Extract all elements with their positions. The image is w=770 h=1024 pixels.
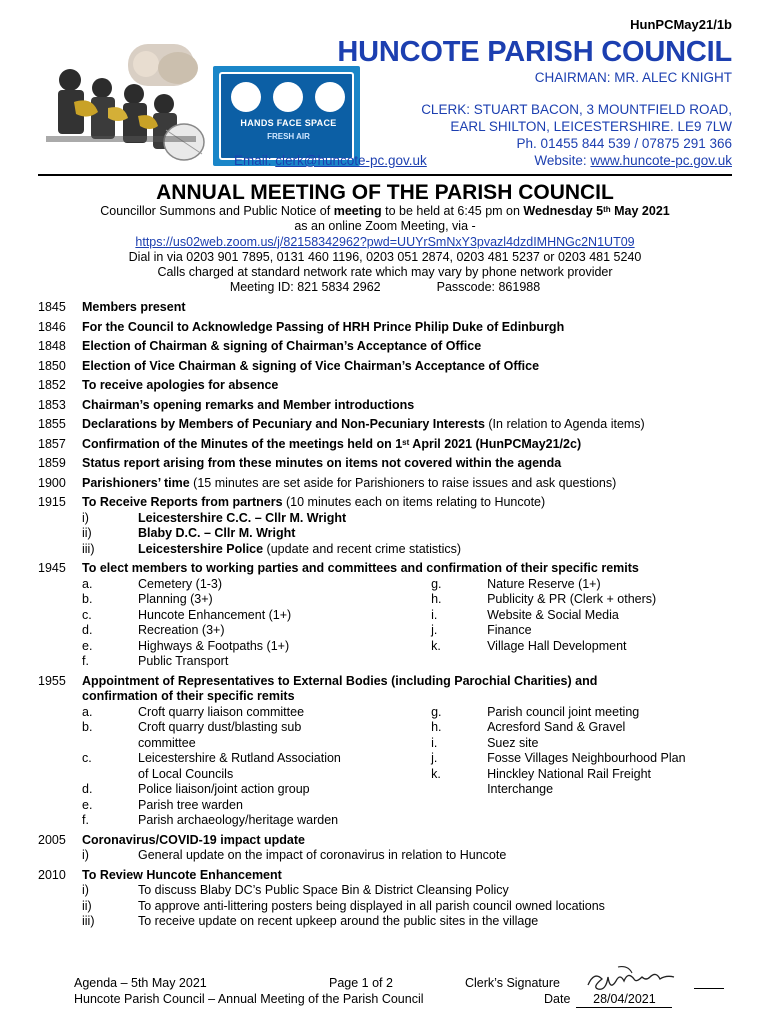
- sub-item: i) To discuss Blaby DC’s Public Space Bin & District Cleansing Policy: [82, 883, 509, 897]
- meeting-id: Meeting ID: 821 5834 2962: [229, 280, 381, 295]
- agenda-time: 1900: [38, 475, 66, 490]
- agenda-time: 1852: [38, 378, 66, 392]
- sub-item: d. Police liaison/joint action group: [82, 782, 310, 796]
- phone-line: Ph. 01455 844 539 / 07875 291 366: [516, 136, 732, 151]
- agenda-title: Appointment of Representatives to External Bodies (including Parochial Charities) and confirmation of their specific remits: [82, 673, 598, 703]
- agenda-time: 2005: [38, 832, 66, 847]
- footer-agenda-date: Agenda – 5th May 2021: [74, 976, 207, 990]
- agenda-note: (15 minutes are set aside for Parishioners to raise issues and ask questions): [189, 475, 617, 490]
- agenda-time: 1853: [38, 397, 66, 412]
- dial-line: Dial in via 0203 901 7895, 0131 460 1196, 0203 051 2874, 0203 481 5237 or 0203 481 5240: [128, 249, 642, 264]
- sub-item: i. Suez site: [431, 735, 539, 750]
- clerk-address-line2: EARL SHILTON, LEICESTERSHIRE. LE9 7LW: [450, 119, 732, 134]
- agenda-title: Election of Vice Chairman & signing of Vice Chairman’s Acceptance of Office: [82, 358, 540, 373]
- agenda-time: 2010: [38, 867, 66, 882]
- agenda-item-1852: [38, 378, 738, 394]
- agenda-title: To receive apologies for absence: [82, 378, 279, 392]
- sub-item: iii) To receive update on recent upkeep around the public sites in the village: [82, 914, 539, 928]
- sub-item: a. Croft quarry liaison committee: [82, 704, 305, 719]
- sub-item: h. Acresford Sand & Gravel: [431, 720, 626, 734]
- signature-line: [694, 988, 724, 989]
- agenda-item-1857: [38, 437, 738, 453]
- sub-item: k. Village Hall Development: [431, 638, 627, 653]
- hands-icon: [231, 82, 261, 112]
- agenda-title: To Review Huncote Enhancement: [82, 867, 282, 882]
- document-reference: HunPCMay21/1b: [630, 17, 732, 32]
- badge-words: HANDS FACE SPACE: [240, 118, 337, 128]
- online-line: as an online Zoom Meeting, via -: [294, 219, 476, 234]
- sub-item: ii) To approve anti-littering posters being displayed in all parish council owned locations: [82, 898, 605, 913]
- agenda-time: 1915: [38, 495, 66, 509]
- agenda-title: Election of Chairman & signing of Chairman’s Acceptance of Office: [82, 339, 482, 353]
- sub-item: e. Highways & Footpaths (1+): [82, 638, 290, 653]
- website-label: Website:: [534, 153, 591, 168]
- summons-line: [0, 204, 770, 219]
- footer-date: [544, 991, 672, 1008]
- agenda-item-1955: [38, 674, 738, 829]
- agenda-item-1850: [38, 359, 738, 375]
- clerk-address-line1: CLERK: STUART BACON, 3 MOUNTFIELD ROAD,: [421, 102, 732, 117]
- meeting-date: Wednesday 5th May 2021: [523, 204, 670, 218]
- sub-text: Leicestershire Police: [138, 541, 264, 556]
- agenda-title: To elect members to working parties and committees and confirmation of their specific remits: [82, 561, 639, 575]
- badge-subtitle: FRESH AIR: [267, 132, 310, 141]
- agenda-title: Parishioners’ time: [82, 475, 190, 490]
- website-link[interactable]: www.huncote-pc.gov.uk: [590, 153, 732, 168]
- sub-item: i. Website & Social Media: [431, 607, 619, 622]
- sub-item: b. Planning (3+): [82, 592, 213, 606]
- charges-line: Calls charged at standard network rate which may vary by phone network provider: [157, 265, 613, 280]
- sub-item: [82, 542, 738, 558]
- agenda-item-2010: [38, 868, 738, 930]
- council-name: HUNCOTE PARISH COUNCIL: [337, 36, 732, 68]
- agenda-item-1855: [38, 417, 738, 433]
- agenda-title: To Receive Reports from partners: [82, 495, 283, 509]
- summons-c: to be held at 6:45 pm on: [381, 204, 524, 218]
- agenda-time: 1855: [38, 417, 66, 431]
- clerk-signature: [582, 963, 700, 993]
- agenda-title: Members present: [82, 300, 186, 314]
- agenda-item-1846: [38, 320, 738, 336]
- distance-icon: [315, 82, 345, 112]
- sub-marker: iii): [82, 541, 95, 556]
- agenda-item-1945: [38, 561, 738, 670]
- meeting-intro: [0, 204, 770, 296]
- agenda-title: Status report arising from these minutes on items not covered within the agenda: [82, 456, 562, 470]
- sub-item: g. Nature Reserve (1+): [431, 576, 601, 591]
- agenda-title: Declarations by Members of Pecuniary and Non-Pecuniary Interests: [82, 417, 485, 431]
- meeting-title: ANNUAL MEETING OF THE PARISH COUNCIL: [156, 181, 614, 204]
- email-line: [234, 153, 427, 168]
- agenda-item-1900: [38, 476, 738, 492]
- sub-item: e. Parish tree warden: [82, 797, 243, 812]
- sub-item: f. Parish archaeology/heritage warden: [82, 813, 339, 827]
- agenda-title: Coronavirus/COVID-19 impact update: [82, 832, 305, 847]
- agenda-title: Confirmation of the Minutes of the meetings held on 1st April 2021 (HunPCMay21/2c): [82, 436, 582, 451]
- sub-item: [82, 511, 738, 527]
- agenda-time: 1848: [38, 339, 66, 353]
- sub-item: j. Fosse Villages Neighbourhood Plan: [431, 751, 686, 765]
- agenda-item-1845: [38, 300, 738, 316]
- date-label: Date: [544, 992, 571, 1006]
- representative-columns: [82, 705, 738, 829]
- sub-item: a. Cemetery (1-3): [82, 576, 223, 591]
- sub-marker: i): [82, 510, 89, 525]
- hands-face-space-badge: [213, 66, 360, 166]
- sub-item: h. Publicity & PR (Clerk + others): [431, 592, 657, 606]
- website-line: [534, 153, 732, 168]
- agenda-item-1848: [38, 339, 738, 355]
- passcode: Passcode: 861988: [436, 280, 541, 295]
- agenda-time: 1955: [38, 673, 66, 688]
- agenda-title: For the Council to Acknowledge Passing of HRH Prince Philip Duke of Edinburgh: [82, 319, 565, 334]
- meeting-id-line: [0, 280, 770, 295]
- agenda-item-2005: [38, 833, 738, 864]
- sub-item: d. Recreation (3+): [82, 623, 225, 637]
- sub-text: Leicestershire C.C. – Cllr M. Wright: [138, 510, 347, 525]
- summons-b: meeting: [333, 204, 382, 218]
- agenda-item-1915: [38, 495, 738, 557]
- sub-item: c. Huncote Enhancement (1+): [82, 607, 292, 622]
- agenda-note: (In relation to Agenda items): [484, 417, 645, 431]
- sub-item: f. Public Transport: [82, 654, 229, 668]
- agenda-note: (10 minutes each on items relating to Huncote): [282, 495, 546, 509]
- agenda-list: [38, 300, 738, 934]
- sub-item: i) General update on the impact of coronavirus in relation to Huncote: [82, 848, 507, 862]
- summons-a: Councillor Summons and Public Notice of: [100, 204, 334, 218]
- sub-item: j. Finance: [431, 623, 532, 637]
- agenda-time: 1850: [38, 358, 66, 373]
- footer-org-line: Huncote Parish Council – Annual Meeting of the Parish Council: [74, 992, 424, 1006]
- agenda-item-1859: [38, 456, 738, 472]
- brass-band-illustration: [28, 42, 208, 164]
- agenda-time: 1857: [38, 436, 66, 451]
- zoom-link[interactable]: https://us02web.zoom.us/j/82158342962?pwd=UUYrSmNxY3pvazl4dzdIMHNGc2N1UT09: [135, 234, 635, 249]
- chairman-line: CHAIRMAN: MR. ALEC KNIGHT: [534, 70, 732, 85]
- sub-note: (update and recent crime statistics): [263, 541, 462, 556]
- face-mask-icon: [273, 82, 303, 112]
- agenda-time: 1846: [38, 319, 66, 334]
- footer-page-number: Page 1 of 2: [329, 976, 393, 990]
- sub-item: [82, 526, 738, 542]
- agenda-time: 1859: [38, 456, 66, 470]
- agenda-item-1853: [38, 398, 738, 414]
- sub-text: Blaby D.C. – Cllr M. Wright: [138, 526, 296, 540]
- sub-item: c. Leicestershire & Rutland Association of Local Councils: [82, 751, 341, 781]
- sub-item: g. Parish council joint meeting: [431, 704, 640, 719]
- agenda-time: 1945: [38, 561, 66, 575]
- agenda-title: Chairman’s opening remarks and Member introductions: [82, 397, 415, 412]
- committee-columns: [82, 577, 738, 670]
- sub-item: k. Hinckley National Rail Freight Interchange: [431, 766, 652, 796]
- footer-signature-label: Clerk’s Signature: [465, 976, 560, 990]
- agenda-time: 1845: [38, 300, 66, 314]
- sub-item: b. Croft quarry dust/blasting sub committee: [82, 720, 302, 750]
- email-link[interactable]: clerk@huncote-pc.gov.uk: [275, 153, 427, 168]
- sub-marker: ii): [82, 526, 92, 540]
- date-value: 28/04/2021: [576, 991, 672, 1008]
- header-divider: [38, 174, 732, 176]
- email-label: Email:: [234, 153, 276, 168]
